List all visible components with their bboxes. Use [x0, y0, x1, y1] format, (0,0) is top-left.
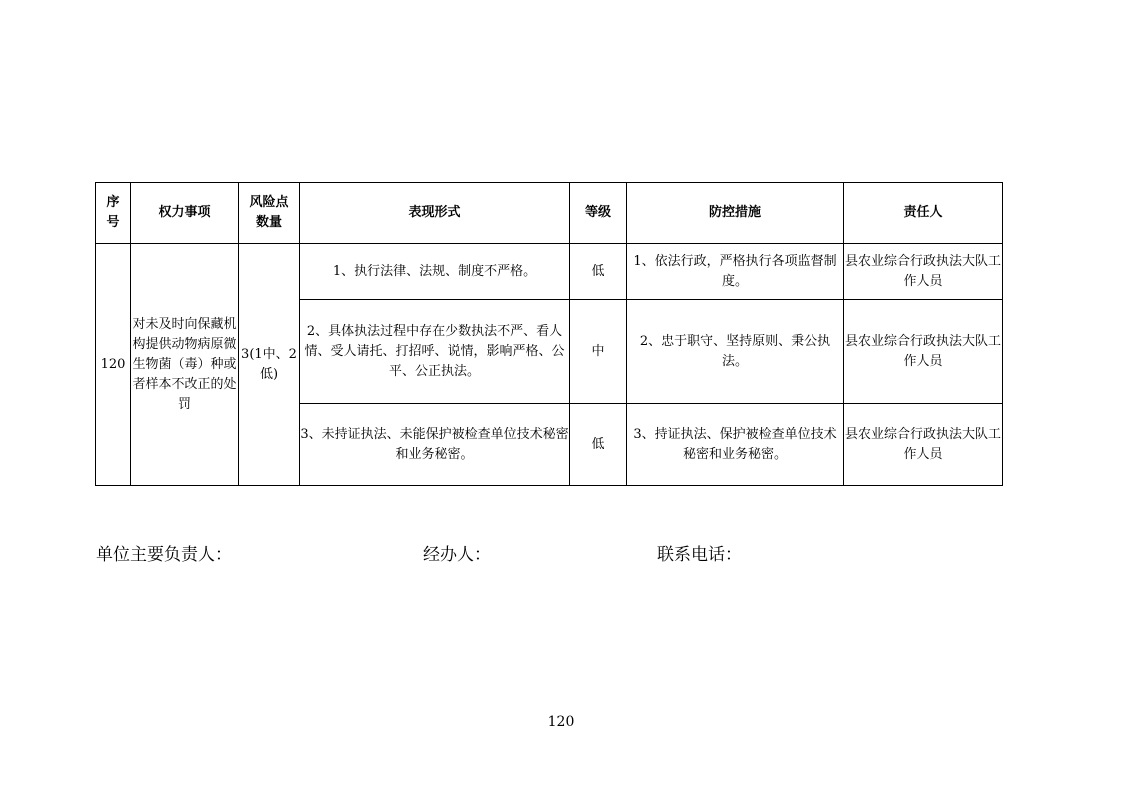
header-form: 表现形式: [300, 183, 570, 244]
form-cell: 1、执行法律、法规、制度不严格。: [300, 244, 570, 300]
header-person: 责任人: [844, 183, 1003, 244]
count-cell: 3(1中、2低): [239, 244, 300, 486]
person-cell: 县农业综合行政执法大队工作人员: [844, 244, 1003, 300]
header-measure: 防控措施: [627, 183, 844, 244]
person-cell: 县农业综合行政执法大队工作人员: [844, 300, 1003, 404]
risk-table: [95, 182, 1003, 486]
header-row: [96, 183, 1003, 244]
item-cell: 对未及时向保藏机构提供动物病原微生物菌（毒）种或者样本不改正的处罚: [131, 244, 239, 486]
header-item: 权力事项: [131, 183, 239, 244]
form-cell: 3、未持证执法、未能保护被检查单位技术秘密和业务秘密。: [300, 404, 570, 486]
seq-cell: 120: [96, 244, 131, 486]
header-count: 风险点 数量: [239, 183, 300, 244]
header-seq: 序 号: [96, 183, 131, 244]
form-cell: 2、具体执法过程中存在少数执法不严、看人情、受人请托、打招呼、说情，影响严格、公平、公正执法。: [300, 300, 570, 404]
leader-label: 单位主要负责人：: [96, 545, 232, 565]
handler-label: 经办人：: [423, 545, 491, 565]
person-cell: 县农业综合行政执法大队工作人员: [844, 404, 1003, 486]
header-level: 等级: [570, 183, 627, 244]
measure-cell: 2、忠于职守、坚持原则、秉公执法。: [627, 300, 844, 404]
phone-label: 联系电话：: [657, 545, 742, 565]
measure-cell: 3、持证执法、保护被检查单位技术秘密和业务秘密。: [627, 404, 844, 486]
level-cell: 低: [570, 404, 627, 486]
measure-cell: 1、依法行政，严格执行各项监督制度。: [627, 244, 844, 300]
page-number: 120: [547, 714, 575, 730]
level-cell: 中: [570, 300, 627, 404]
table-row: [96, 244, 1003, 300]
level-cell: 低: [570, 244, 627, 300]
